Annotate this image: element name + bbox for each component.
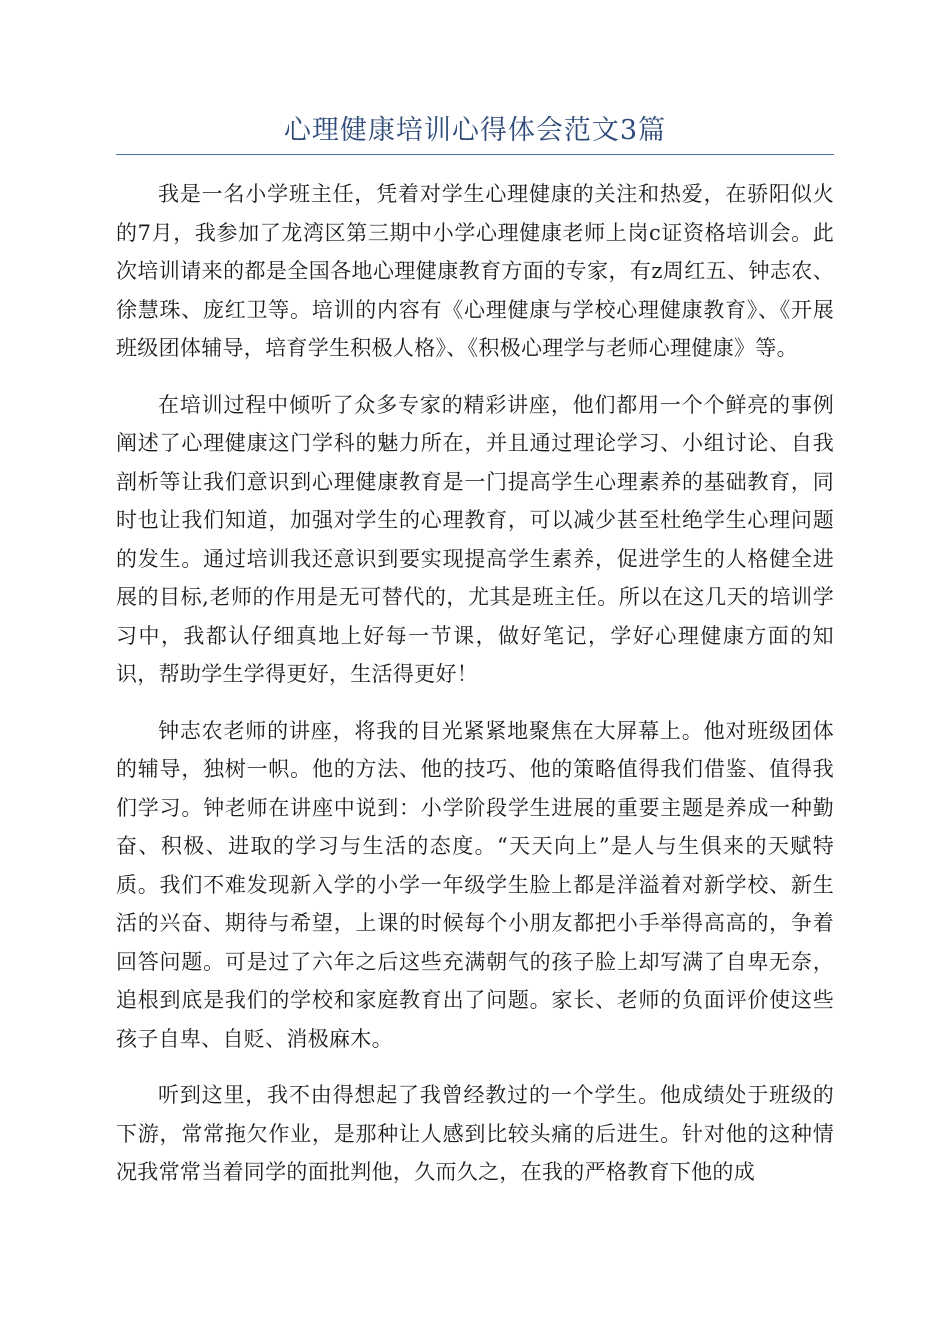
title-underline [116, 154, 834, 155]
document-title: 心理健康培训心得体会范文3篇 [283, 115, 667, 146]
paragraph-1: 我是一名小学班主任，凭着对学生心理健康的关注和热爱，在骄阳似火的7月，我参加了龙湾区第三期中小学心理健康老师上岗c证资格培训会。此次培训请来的都是全国各地心理健康教育方面的专家，有z周红五、钟志农、徐慧珠、庞红卫等。培训的内容有《心理健康与学校心理健康教育》、《开展班级团体辅导，培育学生积极人格》、《积极心理学与老师心理健康》等。 [116, 182, 834, 360]
paragraph-4: 听到这里，我不由得想起了我曾经教过的一个学生。他成绩处于班级的下游，常常拖欠作业，是那种让人感到比较头痛的后进生。针对他的这种情况我常常当着同学的面批判他，久而久之，在我的严格教育下他的成 [116, 1083, 834, 1184]
document-body [116, 175, 834, 1210]
paragraph-2: 在培训过程中倾听了众多专家的精彩讲座，他们都用一个个鲜亮的事例阐述了心理健康这门学科的魅力所在，并且通过理论学习、小组讨论、自我剖析等让我们意识到心理健康教育是一门提高学生心理素养的基础教育，同时也让我们知道，加强对学生的心理教育，可以减少甚至杜绝学生心理问题的发生。通过培训我还意识到要实现提高学生素养，促进学生的人格健全进展的目标,老师的作用是无可替代的，尤其是班主任。所以在这几天的培训学习中，我都认仔细真地上好每一节课，做好笔记，学好心理健康方面的知识，帮助学生学得更好，生活得更好！ [116, 392, 834, 686]
paragraph-3: 钟志农老师的讲座，将我的目光紧紧地聚焦在大屏幕上。他对班级团体的辅导，独树一帜。他的方法、他的技巧、他的策略值得我们借鉴、值得我们学习。钟老师在讲座中说到：小学阶段学生进展的重要主题是养成一种勤奋、积极、进取的学习与生活的态度。“天天向上”是人与生俱来的天赋特质。我们不难发现新入学的小学一年级学生脸上都是洋溢着对新学校、新生活的兴奋、期待与希望，上课的时候每个小朋友都把小手举得高高的，争着回答问题。可是过了六年之后这些充满朝气的孩子脸上却写满了自卑无奈，追根到底是我们的学校和家庭教育出了问题。家长、老师的负面评价使这些孩子自卑、自贬、消极麻木。 [116, 718, 834, 1051]
